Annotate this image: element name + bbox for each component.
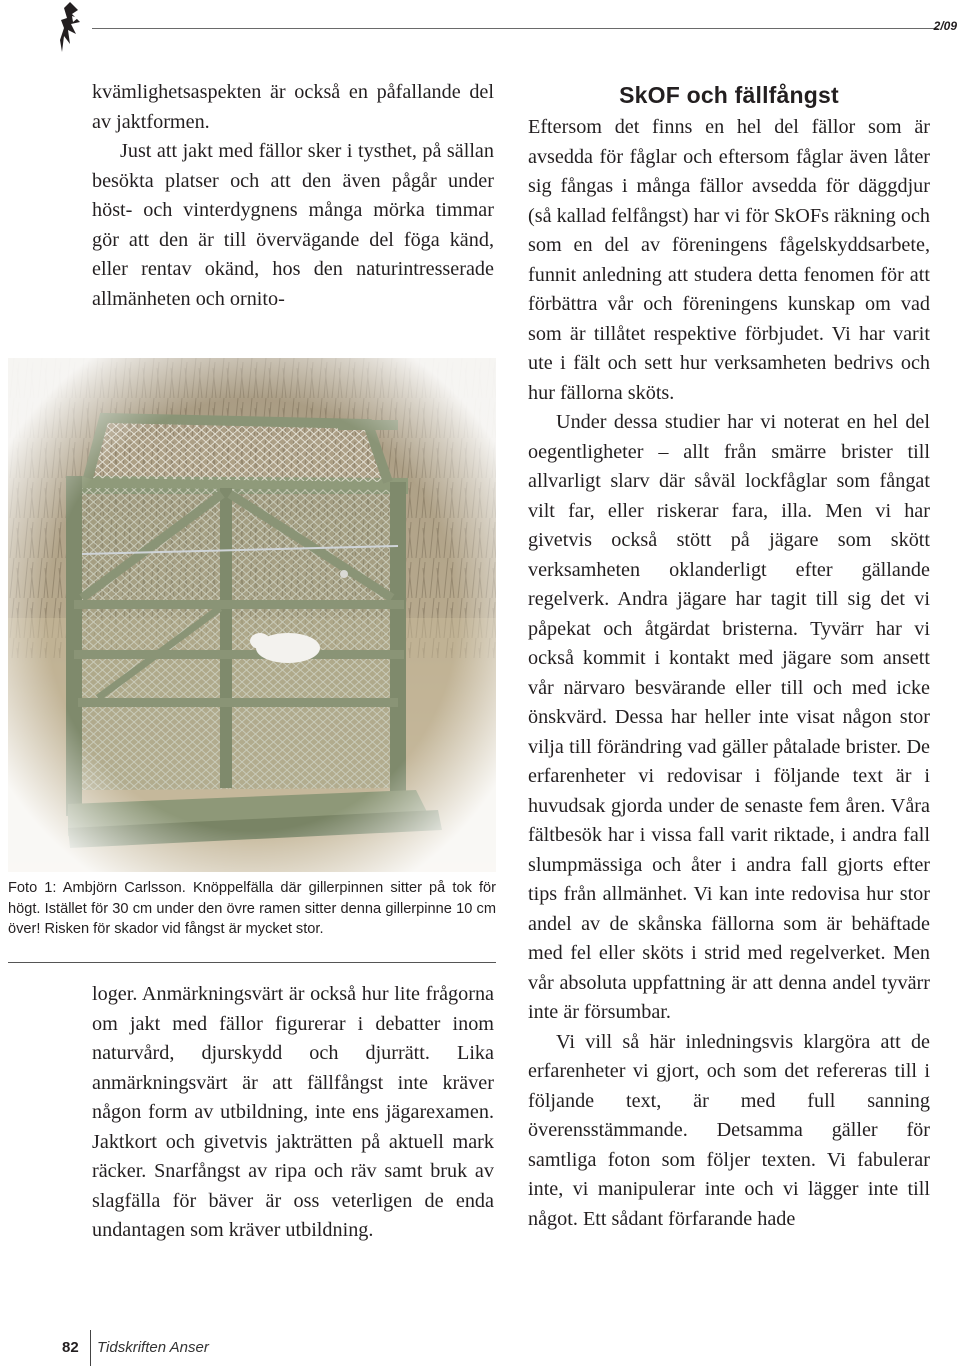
photo-caption: Foto 1: Ambjörn Carlsson. Knöppelfälla där gillerpinnen sitter på tok för högt. Istället för 30 cm under den övre ramen sitter denna gillerpinne 10 cm över! Risken för skador vid fångst är mycket stor. [8,880,496,937]
right-column-text [528,80,930,1234]
paragraph: Just att jakt med fällor sker i tysthet, på sällan besökta platser och att den även pågår under höst- och vinterdygnens många mörka timmar gör att den är till övervägande del föga känd, eller rentav okänd, hos den naturintresserade allmänheten och ornito- [92,140,494,310]
left-column-top-text [92,78,494,314]
issue-number: 2/09 [933,19,957,33]
paragraph: kvämlighetsaspekten är också en påfallande del av jaktformen. [92,81,494,133]
page-number: 82 [62,1339,79,1356]
paragraph: Under dessa studier har vi noterat en hel del oegentligheter – allt från smärre brister till allvarligt slarv där såväl lockfåglar som fångat vilt far, eller riskerar fara, illa. Men vi har givetvis också stött på jägare som skött verksamheten oklanderligt efter gällande regelverk. Andra jägare har tagit till sig det vi påpekat och åtgärdat bristerna. Tyvärr har vi också kommit i kontakt med jägare som ansett vår närvaro besvärande eller till och med icke önskvärd. Dessa har heller inte visat någon stor vilja till förändring vad gäller påtalade brister. De erfarenheter vi redovisar i följande text är i huvudsak gjorda under de senaste fem åren. Våra fältbesök har i vissa fall varit riktade, i andra fall slumpmässiga och åter i andra fall gjorts efter tips från allmänhet. Vi kan inte redovisa hur stor andel av de skånska fällorna som är behäftade med fel eller sköts i strid med regelverket. Men vår absoluta uppfattning är att denna andel tyvärr inte är försumbar. [528,411,930,1023]
left-column-bottom-text [92,980,494,1246]
journal-name: Tidskriften Anser [97,1339,209,1356]
paragraph: Eftersom det finns en hel del fällor som är avsedda för fåglar och eftersom fåglar även låter sig fångas i många fällor avsedda för däggdjur (så kallad felfångst) har vi för SkOFs räkning och som en del av föreningens fågelskyddsarbete, funnit anledning att studera detta fenomen för att förbättra vår och föreningens kunskap om vad som är tillåtet respektive förbjudet. Vi har varit ute i fält och sett hur verksamheten bedrivs och hur fällorna sköts. [528,116,930,404]
paragraph: loger. Anmärkningsvärt är också hur lite frågorna om jakt med fällor figurerar i debatter inom naturvård, djurskydd och djurrätt. Lika anmärkningsvärt är att fällfångst inte kräver någon form av utbildning, inte ens jägarexamen. Jaktkort och givetvis jakträtten på aktuell mark räcker. Snarfångst av ripa och räv samt bruk av slagfälla för bäver är oss veterligen de enda undantagen som kräver utbildning. [92,983,494,1241]
caption-rule [8,962,496,963]
section-heading: SkOF och fällfångst [619,82,839,108]
footer-separator [90,1330,91,1366]
paragraph: Vi vill så här inledningsvis klargöra att de erfarenheter vi gjort, och som det refereras till i följande text, är med full sanning överensstämmande. Detsamma gäller för samtliga foton som följer texten. Vi fabulerar inte, vi manipulerar inte och vi lägger inte till något. Ett sådant förfarande hade [528,1030,930,1230]
bird-logo-icon [58,0,92,56]
header-rule [92,28,938,29]
trap-photo [8,358,496,872]
